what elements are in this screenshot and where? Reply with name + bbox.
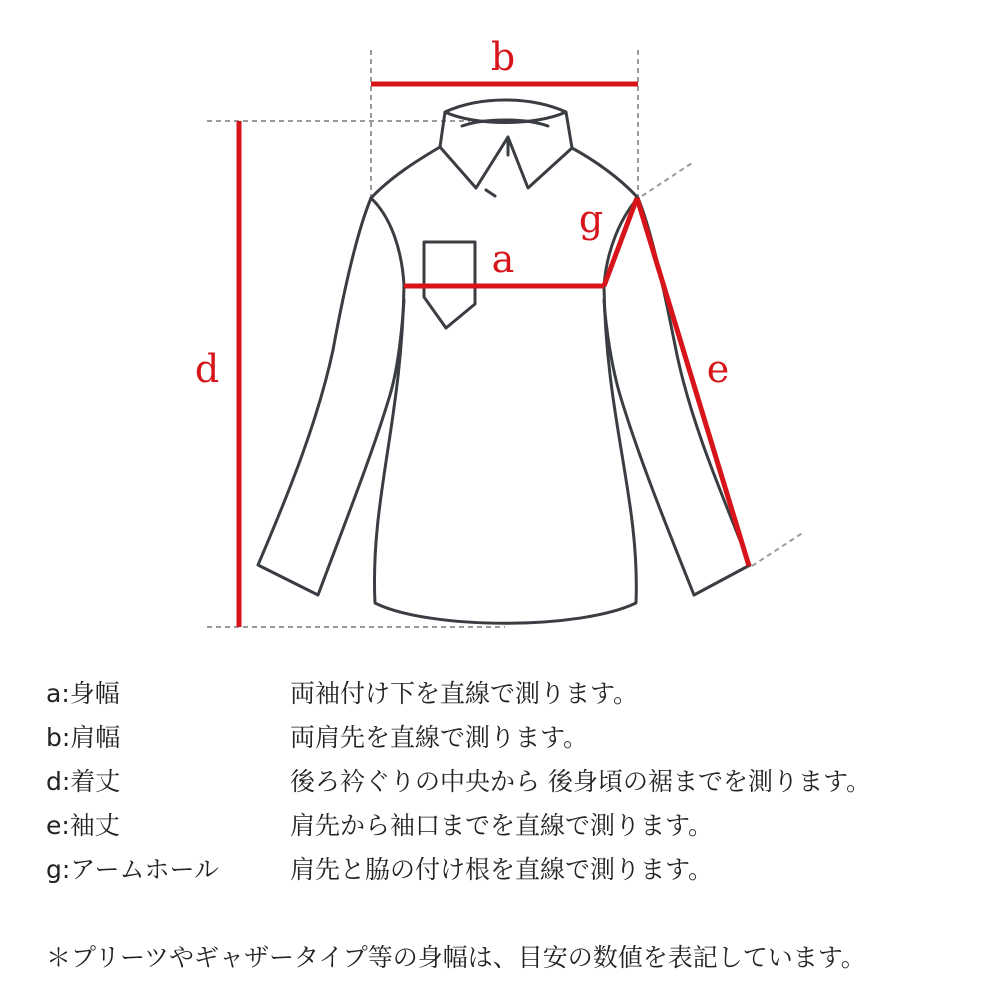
legend-key: b:肩幅 — [46, 723, 121, 752]
shirt-icon — [258, 100, 750, 623]
legend-row-g — [46, 848, 976, 892]
legend-desc: 両袖付け下を直線で測ります。 — [290, 679, 639, 708]
measure-line-g — [604, 198, 637, 286]
measurement-legend — [46, 672, 976, 892]
shirt-right-sleeve — [604, 198, 750, 595]
guide-e-top — [642, 163, 692, 196]
label-g: g — [578, 197, 604, 241]
measurement-labels — [195, 35, 729, 391]
shirt-left-sleeve — [258, 198, 404, 595]
legend-key: a:身幅 — [46, 679, 120, 708]
legend-desc: 肩先から袖口までを直線で測ります。 — [290, 811, 714, 840]
measure-line-e — [637, 198, 749, 566]
label-d: d — [194, 347, 220, 391]
legend-key: e:袖丈 — [46, 811, 120, 840]
label-e: e — [706, 347, 730, 391]
legend-row-a — [46, 672, 976, 716]
shirt-shoulder-outline — [371, 147, 638, 198]
shirt-collar — [440, 100, 572, 196]
guide-e-bottom — [752, 532, 804, 566]
legend-desc: 肩先と脇の付け根を直線で測ります。 — [290, 855, 714, 884]
legend-key: d:着丈 — [46, 767, 121, 796]
legend-key: g:アームホール — [46, 855, 220, 884]
guide-lines — [207, 50, 804, 627]
legend-row-b — [46, 716, 976, 760]
legend-desc: 両肩先を直線で測ります。 — [290, 723, 589, 752]
footnote: ＊プリーツやギャザータイプ等の身幅は、目安の数値を表記しています。 — [46, 943, 866, 972]
legend-desc: 後ろ衿ぐりの中央から 後身頃の裾までを測ります。 — [290, 767, 871, 796]
label-b: b — [490, 35, 516, 79]
legend-row-e — [46, 804, 976, 848]
measurement-lines — [239, 84, 749, 627]
legend-row-d — [46, 760, 976, 804]
label-a: a — [491, 237, 515, 281]
